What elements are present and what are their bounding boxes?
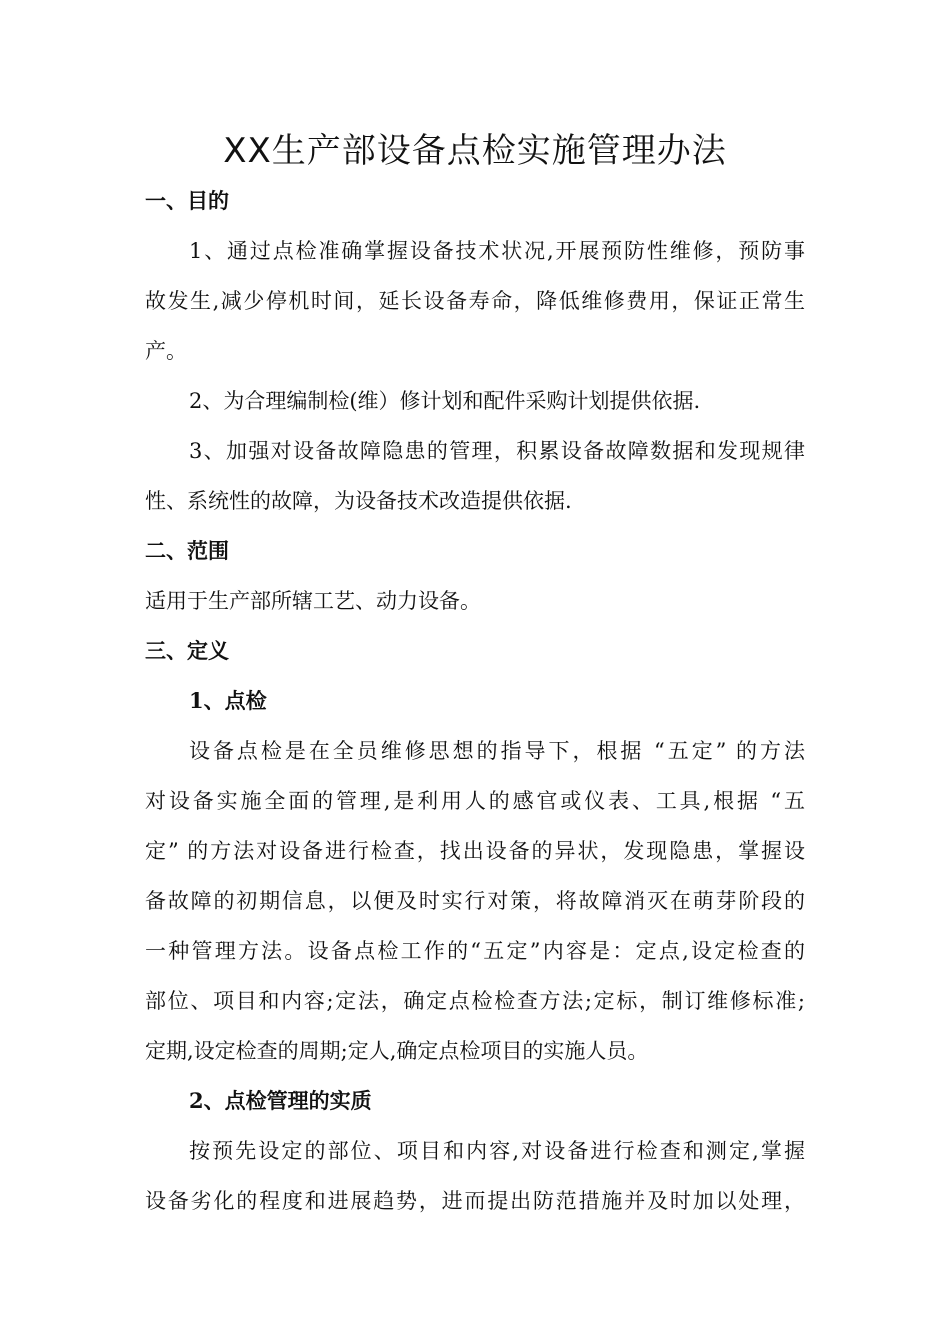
paragraph-line: 产。 (145, 339, 187, 363)
paragraph-line: 部位、项目和内容;定法，确定点检检查方法;定标，制订维修标准; (145, 989, 805, 1013)
paragraph-line: 设备劣化的程度和进展趋势，进而提出防范措施并及时加以处理， (145, 1189, 805, 1213)
paragraph-line: 定期,设定检查的周期;定人,确定点检项目的实施人员。 (145, 1039, 649, 1063)
paragraph-line: 故发生,减少停机时间，延长设备寿命，降低维修费用，保证正常生 (145, 289, 805, 313)
paragraph-line: 一种管理方法。设备点检工作的“五定”内容是：定点,设定检查的 (145, 939, 805, 963)
section-heading-purpose: 一、目的 (145, 188, 229, 213)
document-body (145, 176, 805, 1226)
paragraph-line: 对设备实施全面的管理,是利用人的感官或仪表、工具,根据 “五 (145, 789, 805, 813)
paragraph-line: 性、系统性的故障，为设备技术改造提供依据. (145, 489, 572, 513)
paragraph-line: 3、加强对设备故障隐患的管理，积累设备故障数据和发现规律 (189, 439, 805, 463)
subsection-heading-essence: 2、点检管理的实质 (189, 1088, 372, 1113)
paragraph-line: 2、为合理编制检(维）修计划和配件采购计划提供依据. (189, 389, 701, 413)
paragraph-line: 设备点检是在全员维修思想的指导下，根据 “五定” 的方法 (189, 739, 805, 763)
section-heading-definition: 三、定义 (145, 638, 229, 663)
document-title: XX生产部设备点检实施管理办法 (223, 131, 727, 171)
paragraph-line: 定” 的方法对设备进行检查，找出设备的异状，发现隐患，掌握设 (145, 839, 805, 863)
section-heading-scope: 二、范围 (145, 538, 229, 563)
paragraph-line: 1、通过点检准确掌握设备技术状况,开展预防性维修，预防事 (189, 239, 805, 263)
paragraph-line: 适用于生产部所辖工艺、动力设备。 (145, 589, 481, 613)
subsection-heading-inspection: 1、点检 (189, 688, 267, 713)
paragraph-line: 备故障的初期信息，以便及时实行对策，将故障消灭在萌芽阶段的 (145, 889, 805, 913)
paragraph-line: 按预先设定的部位、项目和内容,对设备进行检查和测定,掌握 (189, 1139, 805, 1163)
